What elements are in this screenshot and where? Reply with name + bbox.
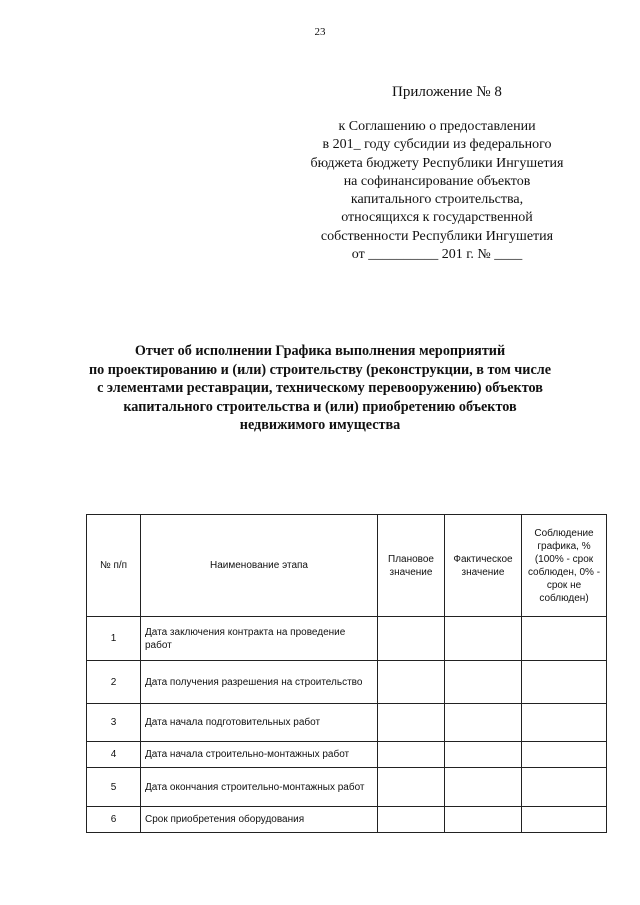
row-num: 6 xyxy=(87,807,141,833)
report-title-line: недвижимого имущества xyxy=(239,417,401,433)
row-actual-cell xyxy=(445,704,522,742)
row-compliance-cell xyxy=(522,742,607,768)
header-planned: Плановое значение xyxy=(378,515,445,617)
appendix-line: относящихся к государственной xyxy=(341,210,533,226)
row-compliance-cell xyxy=(522,704,607,742)
row-actual-cell xyxy=(445,742,522,768)
table-row xyxy=(87,742,607,768)
header-stage-name: Наименование этапа xyxy=(141,515,378,617)
row-stage-name: Дата получения разрешения на строительство xyxy=(141,661,378,704)
schedule-table xyxy=(86,514,607,833)
appendix-line: бюджета бюджету Республики Ингушетия xyxy=(310,155,564,171)
row-stage-name: Дата начала строительно-монтажных работ xyxy=(141,742,378,768)
report-title-line: капитального строительства и (или) приобретению объектов xyxy=(123,398,517,415)
table-row xyxy=(87,807,607,833)
row-num: 5 xyxy=(87,768,141,807)
row-num: 1 xyxy=(87,617,141,661)
header-actual: Фактическое значение xyxy=(445,515,522,617)
appendix-line: собственности Республики Ингушетия xyxy=(320,228,554,244)
appendix-reference xyxy=(290,118,584,264)
header-compliance: Соблюдение графика, % (100% - срок соблюден, 0% - срок не соблюден) xyxy=(522,515,607,617)
appendix-line: на софинансирование объектов xyxy=(343,173,531,189)
appendix-line: к Соглашению о предоставлении xyxy=(338,119,536,134)
row-compliance-cell xyxy=(522,617,607,661)
table-row xyxy=(87,617,607,661)
appendix-title: Приложение № 8 xyxy=(392,84,502,100)
report-title xyxy=(20,342,620,435)
table-row xyxy=(87,661,607,704)
row-stage-name: Дата окончания строительно-монтажных работ xyxy=(141,768,378,807)
report-title-line: с элементами реставрации, техническому перевооружению) объектов xyxy=(97,380,543,396)
header-num: № п/п xyxy=(87,515,141,617)
row-compliance-cell xyxy=(522,807,607,833)
row-compliance-cell xyxy=(522,661,607,704)
report-title-line: Отчет об исполнении Графика выполнения мероприятий xyxy=(134,343,506,359)
row-num: 4 xyxy=(87,742,141,768)
row-planned-cell xyxy=(378,807,445,833)
report-title-line: по проектированию и (или) строительству (реконструкции, в том числе xyxy=(88,361,552,378)
table-row xyxy=(87,768,607,807)
row-planned-cell xyxy=(378,742,445,768)
appendix-date-line: от __________ 201 г. № ____ xyxy=(351,247,523,263)
row-planned-cell xyxy=(378,661,445,704)
row-stage-name: Срок приобретения оборудования xyxy=(141,807,378,833)
appendix-line: в 201_ году субсидии из федерального xyxy=(322,137,552,153)
row-actual-cell xyxy=(445,807,522,833)
page-number: 23 xyxy=(314,26,326,38)
row-num: 3 xyxy=(87,704,141,742)
row-compliance-cell xyxy=(522,768,607,807)
row-actual-cell xyxy=(445,661,522,704)
row-stage-name: Дата заключения контракта на проведение работ xyxy=(141,617,378,661)
row-planned-cell xyxy=(378,617,445,661)
row-planned-cell xyxy=(378,704,445,742)
row-actual-cell xyxy=(445,617,522,661)
row-num: 2 xyxy=(87,661,141,704)
table-header-row xyxy=(87,515,607,617)
row-stage-name: Дата начала подготовительных работ xyxy=(141,704,378,742)
table-row xyxy=(87,704,607,742)
row-planned-cell xyxy=(378,768,445,807)
appendix-line: капитального строительства, xyxy=(350,192,524,208)
row-actual-cell xyxy=(445,768,522,807)
